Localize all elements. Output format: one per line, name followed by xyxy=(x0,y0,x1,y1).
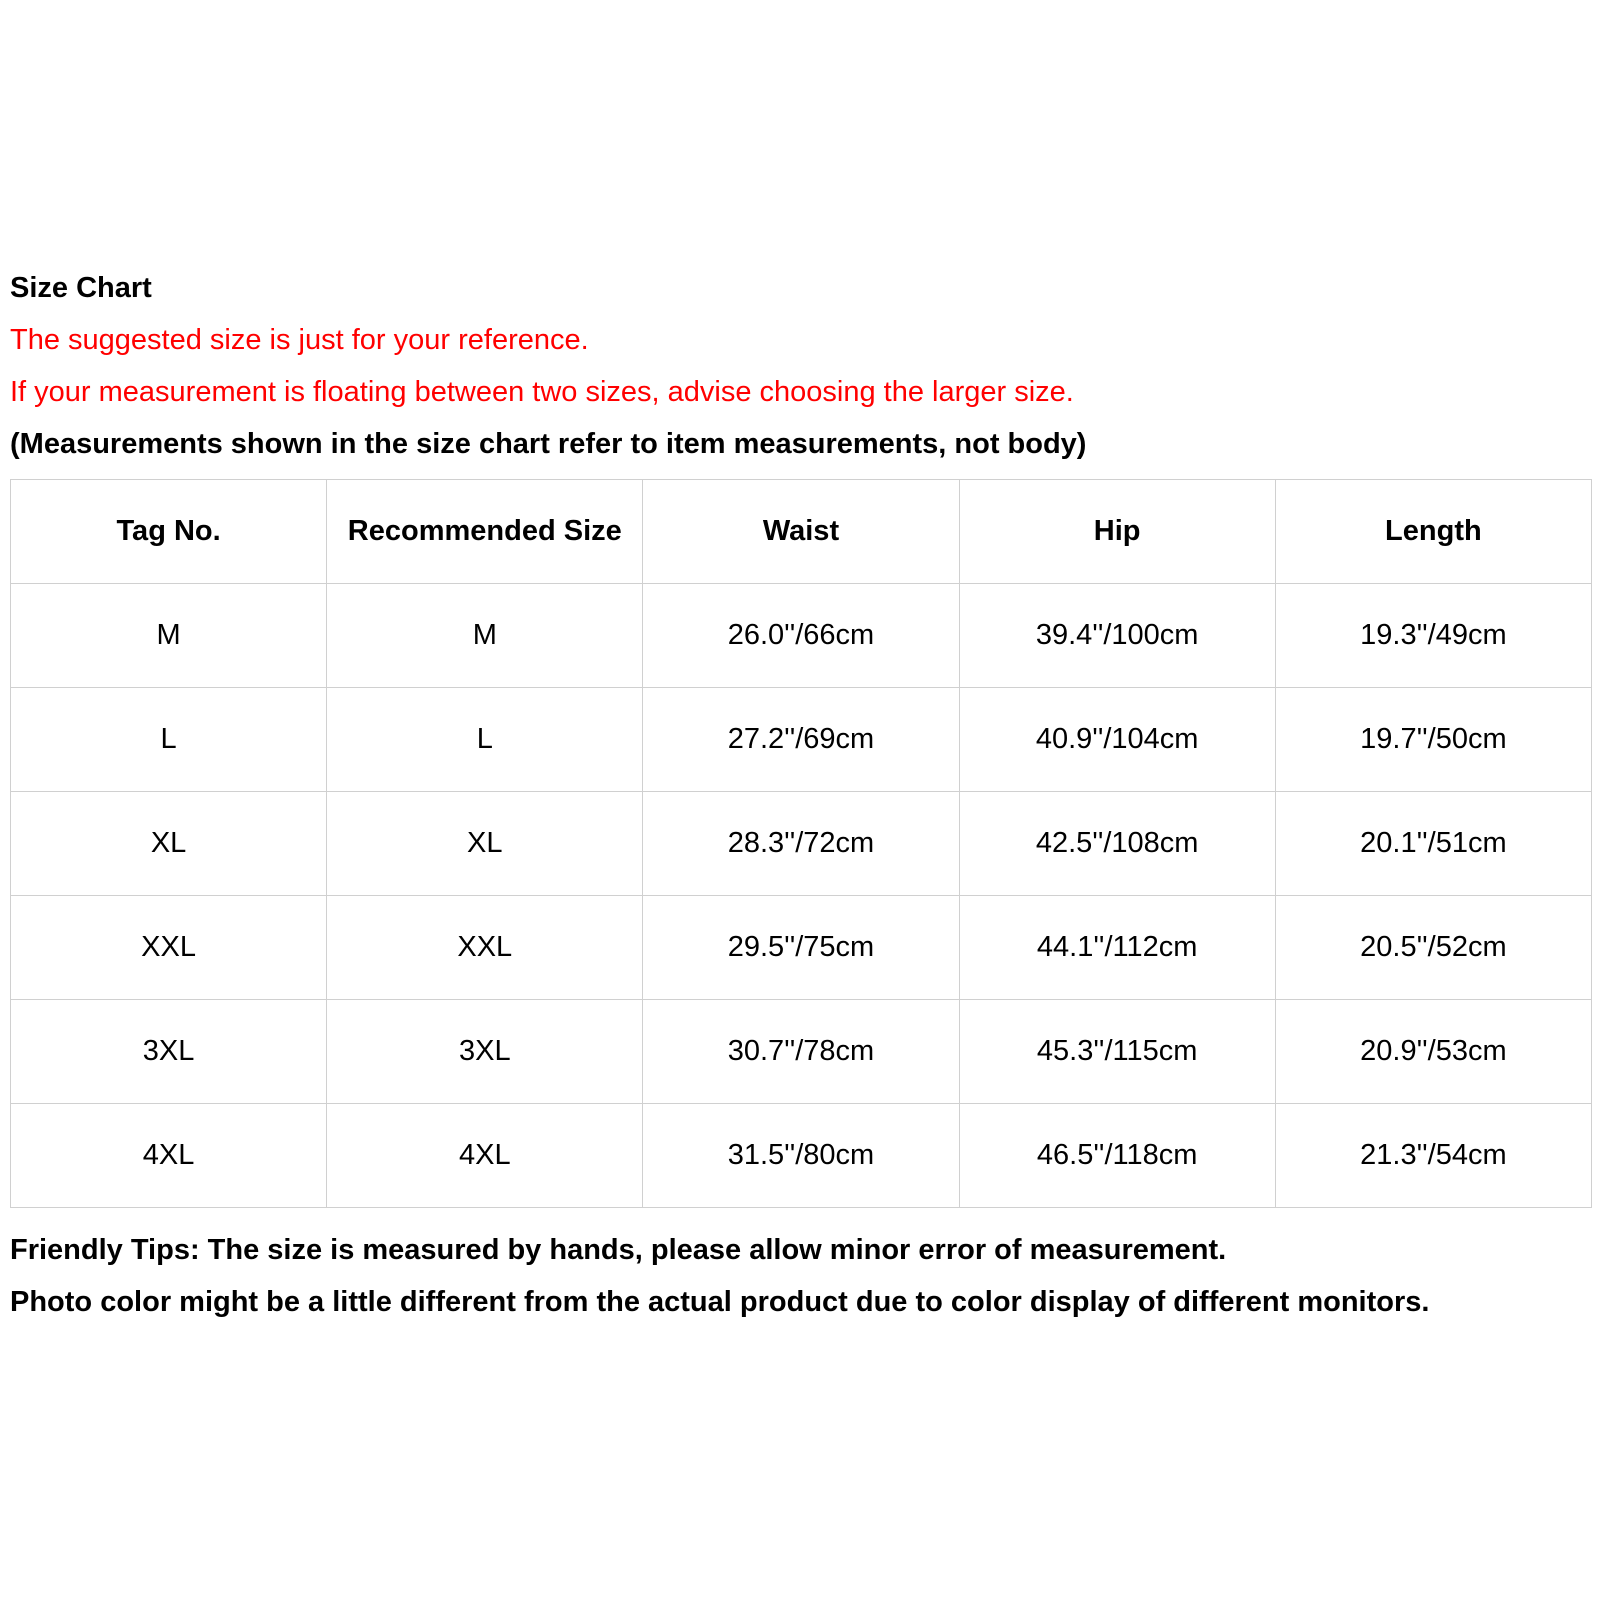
table-row xyxy=(11,1000,1592,1104)
cell-recommended-size: XXL xyxy=(327,896,643,1000)
reference-note: The suggested size is just for your reference. xyxy=(10,324,589,356)
cell-tag-no: 3XL xyxy=(11,1000,327,1104)
cell-tag-no: 4XL xyxy=(11,1104,327,1208)
column-header-recommended-size: Recommended Size xyxy=(327,480,643,584)
cell-length: 20.9''/53cm xyxy=(1275,1000,1591,1104)
cell-recommended-size: 4XL xyxy=(327,1104,643,1208)
cell-length: 20.1''/51cm xyxy=(1275,792,1591,896)
size-chart-document xyxy=(10,262,1600,1328)
table-row xyxy=(11,792,1592,896)
column-header-length: Length xyxy=(1275,480,1591,584)
friendly-tips: Friendly Tips: The size is measured by hands, please allow minor error of measurement. xyxy=(10,1234,1227,1266)
cell-recommended-size: L xyxy=(327,688,643,792)
cell-tag-no: XL xyxy=(11,792,327,896)
table-row xyxy=(11,1104,1592,1208)
column-header-waist: Waist xyxy=(643,480,959,584)
sizing-advice-note: If your measurement is floating between two sizes, advise choosing the larger size. xyxy=(10,376,1074,408)
measurement-disclaimer: (Measurements shown in the size chart refer to item measurements, not body) xyxy=(10,428,1087,460)
column-header-hip: Hip xyxy=(959,480,1275,584)
cell-hip: 39.4''/100cm xyxy=(959,584,1275,688)
page-title: Size Chart xyxy=(10,272,152,304)
cell-waist: 29.5''/75cm xyxy=(643,896,959,1000)
table-row xyxy=(11,688,1592,792)
cell-tag-no: XXL xyxy=(11,896,327,1000)
column-header-tag-no: Tag No. xyxy=(11,480,327,584)
table-row xyxy=(11,584,1592,688)
cell-waist: 26.0''/66cm xyxy=(643,584,959,688)
size-table xyxy=(10,479,1592,1208)
cell-tag-no: M xyxy=(11,584,327,688)
cell-waist: 30.7''/78cm xyxy=(643,1000,959,1104)
cell-length: 19.3''/49cm xyxy=(1275,584,1591,688)
cell-waist: 28.3''/72cm xyxy=(643,792,959,896)
cell-recommended-size: XL xyxy=(327,792,643,896)
cell-hip: 40.9''/104cm xyxy=(959,688,1275,792)
cell-length: 19.7''/50cm xyxy=(1275,688,1591,792)
cell-hip: 42.5''/108cm xyxy=(959,792,1275,896)
table-row xyxy=(11,896,1592,1000)
cell-hip: 44.1''/112cm xyxy=(959,896,1275,1000)
cell-recommended-size: M xyxy=(327,584,643,688)
cell-length: 21.3''/54cm xyxy=(1275,1104,1591,1208)
cell-waist: 31.5''/80cm xyxy=(643,1104,959,1208)
photo-color-note: Photo color might be a little different from the actual product due to color display of different monitors. xyxy=(10,1286,1430,1318)
cell-tag-no: L xyxy=(11,688,327,792)
cell-hip: 45.3''/115cm xyxy=(959,1000,1275,1104)
cell-hip: 46.5''/118cm xyxy=(959,1104,1275,1208)
table-header-row xyxy=(11,480,1592,584)
cell-length: 20.5''/52cm xyxy=(1275,896,1591,1000)
cell-waist: 27.2''/69cm xyxy=(643,688,959,792)
cell-recommended-size: 3XL xyxy=(327,1000,643,1104)
